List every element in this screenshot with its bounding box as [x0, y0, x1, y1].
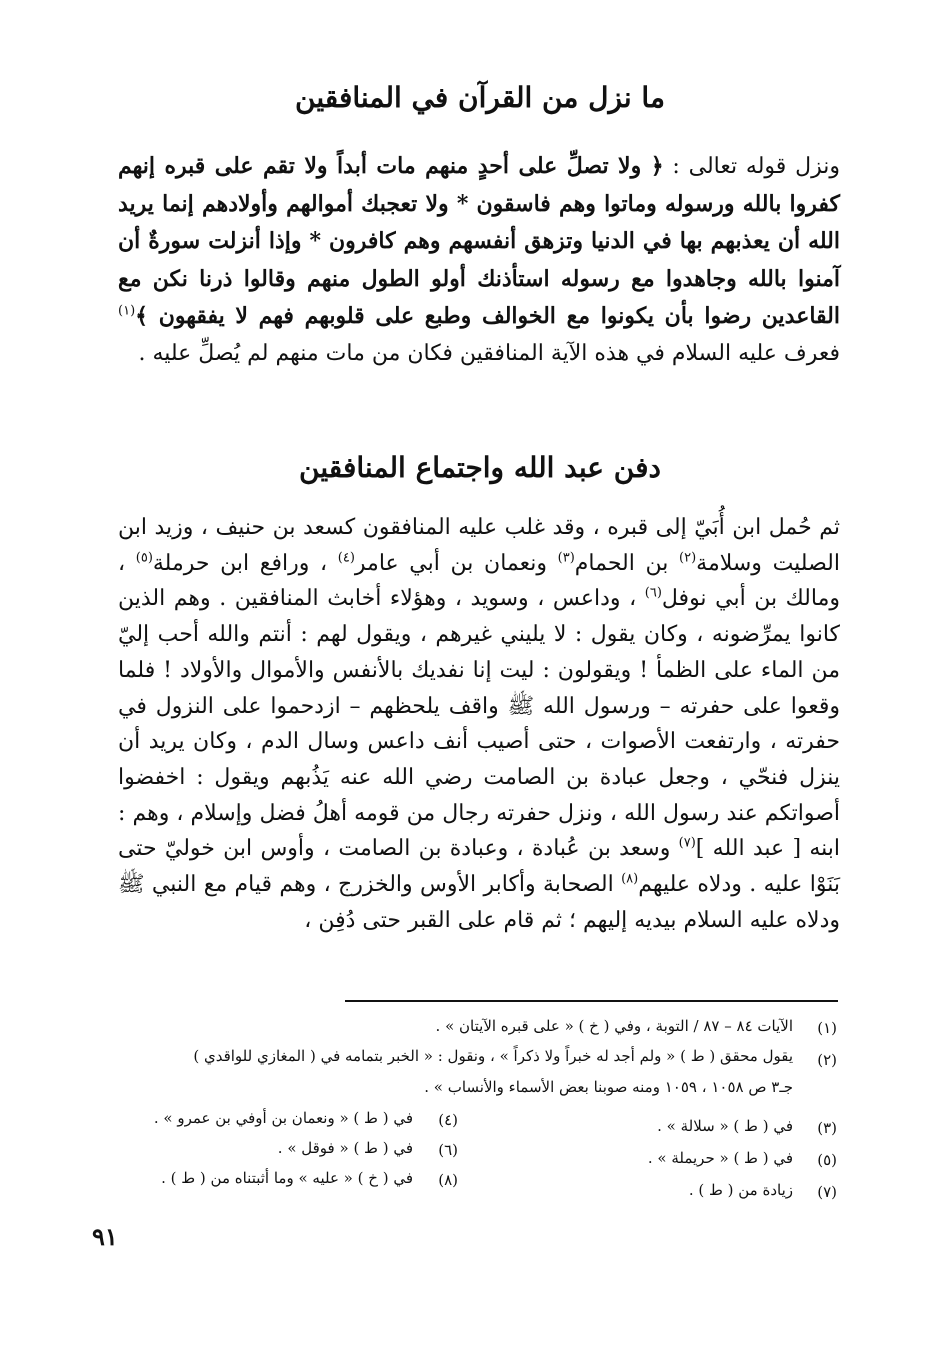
footnote-text: في ( ط ) « حريملة » . [647, 1149, 793, 1167]
paragraph-text: ثم حُمل ابن أُبَيّ إلى قبره ، وقد غلب عليه المنافقون كسعد بن حنيف ، وزيد ابن الصليت وسلامة [118, 515, 840, 576]
paragraph-text: ونعمان بن أبي عامر [354, 550, 558, 576]
footnote-ref: (٥) [135, 550, 153, 566]
paragraph-text: ، ومالك بن أبي نوفل [118, 550, 840, 612]
paragraph-text: ، ورافع ابن حرملة [152, 550, 338, 576]
footnote-ref: (٨) [621, 871, 639, 887]
footnote-ref: (٣) [557, 550, 575, 566]
section-title: دفن عبد الله واجتماع المنافقين [299, 451, 661, 484]
footnote-ref: (٤) [337, 550, 355, 566]
footnote-number: (٨) [438, 1171, 458, 1189]
section-title: ما نزل من القرآن في المنافقين [295, 81, 665, 114]
footnote-ref: (٢) [679, 550, 697, 566]
footnote-number: (٦) [438, 1141, 458, 1159]
body-paragraph [118, 510, 840, 938]
footnote-ref: (٦) [644, 586, 662, 602]
footnote-text: في ( ط ) « سلالة » . [657, 1117, 793, 1135]
page-number: ٩١ [92, 1222, 118, 1251]
footnote-number: (٢) [817, 1051, 837, 1069]
footnote-text: زيادة من ( ط ) . [688, 1181, 793, 1199]
footnote-text: يقول محقق ( ط ) « ولم أجد له خبراً ولا ذكراً » ، ونقول : « الخبر بتمامه في ( المغازي للواقدي ) [193, 1047, 793, 1065]
paragraph-text: الصحابة وأكابر الأوس والخزرج ، وهم قيام مع النبي ﷺ ودلاه عليه السلام بيديه إليهم ؛ ثم قام على القبر حتى دُفِن ، [118, 872, 840, 933]
footnote-text: في ( ط ) « ونعمان بن أوفي بن عمرو » . [153, 1109, 413, 1127]
footnote-ref: (٧) [678, 836, 696, 851]
intro-text: ونزل قوله تعالى : [663, 154, 840, 179]
body-paragraph [118, 148, 840, 372]
quran-verse: ﴿ ولا تصلِّ على أحدٍ منهم مات أبداً ولا تقم على قبره إنهم كفروا بالله ورسوله وماتوا وهم فاسقون * ولا تعجبك أموالهم وأولادهم إنما يريد الله أن يعذبهم بها في الدنيا وتزهق أنفسهم وهم كافرون * وإذا أنزلت سورةٌ أن آمنوا بالله وجاهدوا مع رسوله استأذنك أولو الطول منهم وقالوا ذرنا نكن مع القاعدين رضوا بأن يكونوا مع الخوالف وطبع على قلوبهم فهم لا يفقهون ﴾ [118, 153, 840, 329]
footnote-text: في ( ط ) « فوقل » . [277, 1139, 413, 1157]
footnote-ref: (١) [118, 303, 136, 319]
footnote-number: (٧) [817, 1183, 837, 1201]
footnote-text: جـ٣ ص ١٠٥٨ ، ١٠٥٩ ومنه صوبنا بعض الأسماء والأنساب » . [424, 1078, 793, 1096]
footnote-number: (٥) [817, 1151, 837, 1169]
paragraph-text: ، وداعس ، وسويد ، وهؤلاء أخابث المنافقين . وهم الذين كانوا يمرِّضونه ، وكان يقول : لا يليني غيرهم ، ويقول لهم : أنتم والله أحب إليّ من الماء على الظمأ ! ويقولون : ليت إنا نفديك بالأنفس والأموال والأولاد ! فلما وقعوا على حفرته – ورسول الله ﷺ واقف يلحظهم – ازدحموا على النزول في حفرته ، وارتفعت الأصوات ، حتى أصيب أنف داعس وسال الدم ، وكان يريد أن ينزل فنحّي ، وجعل عبادة بن الصامت رضي الله عنه يَذُبهم ويقول : اخفضوا أصواتكم عند رسول الله ، ونزل حفرته رجال من قومه أهلُ فضل وإسلام ، وهم : ابنه [ عبد الله ] [118, 586, 841, 862]
footnote-number: (٤) [438, 1111, 458, 1129]
footnote-divider [345, 1000, 838, 1002]
footnote-text: الآيات ٨٤ – ٨٧ / التوبة ، وفي ( خ ) « على قبره الآيتان » . [435, 1017, 793, 1035]
paragraph-text: فعرف عليه السلام في هذه الآية المنافقين فكان من مات منهم لم يُصلِّ عليه . [138, 340, 840, 366]
footnote-text: في ( خ ) « عليه » وما أثبتناه من ( ط ) . [161, 1169, 413, 1187]
paragraph-text: وسعد بن عُبادة ، وعبادة بن الصامت ، وأوس ابن خوليّ حتى بَنَوْا عليه . ودلاه عليهم [118, 836, 840, 898]
footnote-number: (٣) [817, 1119, 837, 1137]
footnote-number: (١) [817, 1019, 837, 1037]
paragraph-text: بن الحمام [574, 550, 680, 576]
